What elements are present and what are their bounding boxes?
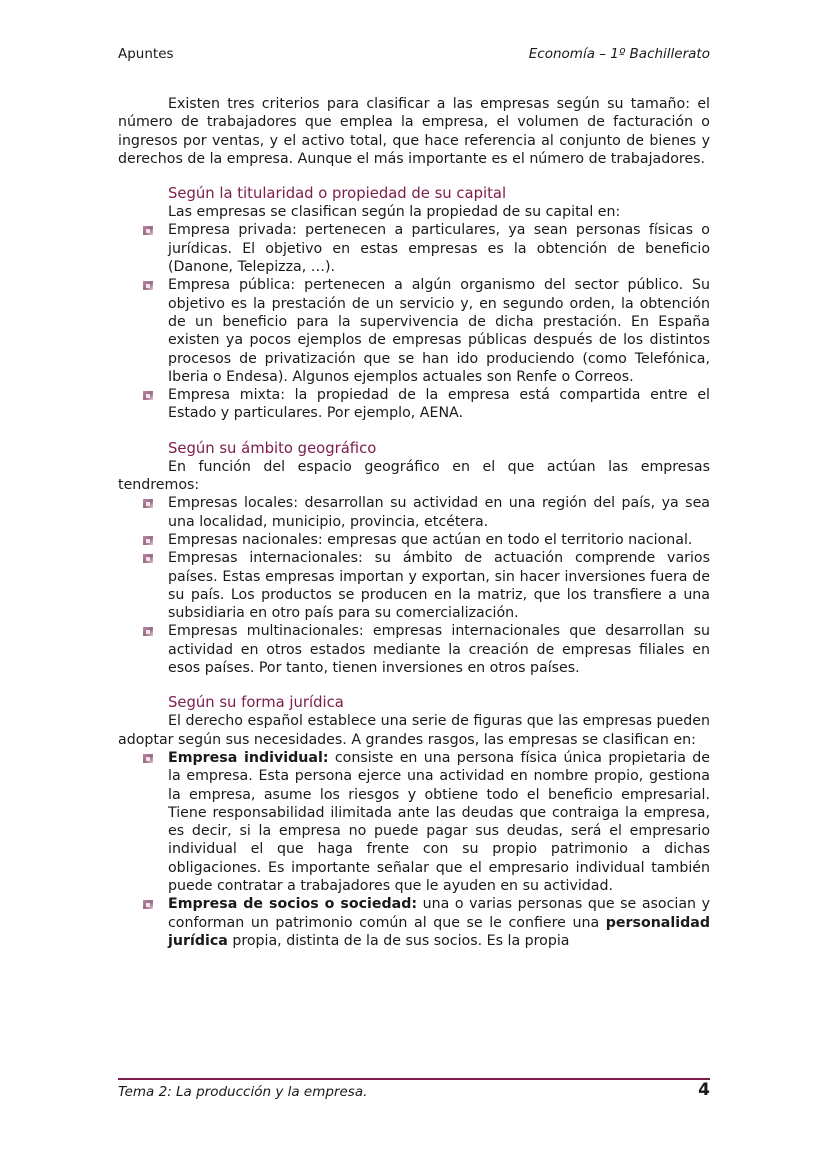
- list-item-text: Empresas multinacionales: empresas internacionales que desarrollan su actividad en otros estados mediante la creación de empresas filiales en esos países. Por tanto, tienen inversiones en otros países.: [168, 623, 710, 677]
- list-item: [168, 494, 710, 531]
- page-content: [118, 95, 710, 950]
- square-bullet-icon: [143, 226, 153, 235]
- list-item: [168, 386, 710, 423]
- section-ambito: [118, 439, 710, 678]
- square-bullet-icon: [143, 554, 153, 563]
- section-title: Según su ámbito geográfico: [168, 439, 377, 457]
- section-forma-juridica: [118, 693, 710, 950]
- square-bullet-icon: [143, 627, 153, 636]
- section-title: Según su forma jurídica: [168, 694, 344, 712]
- header-left: Apuntes: [118, 46, 174, 62]
- header-right: Economía – 1º Bachillerato: [528, 46, 710, 62]
- list-item-text: Empresa mixta: la propiedad de la empresa está compartida entre el Estado y particulares. Por ejemplo, AENA.: [168, 387, 710, 422]
- list-item: [168, 749, 710, 895]
- list-item-term: Empresa de socios o sociedad:: [168, 896, 418, 913]
- list-item-text: Empresas locales: desarrollan su actividad en una región del país, ya sea una localidad, municipio, provincia, etcétera.: [168, 495, 710, 530]
- section-title: Según la titularidad o propiedad de su capital: [168, 185, 507, 203]
- list-item-text: consiste en una persona física única propietaria de la empresa. Esta persona ejerce una actividad en nombre propio, gestiona la empresa, asume los riesgos y obtiene todo el beneficio empresarial. Tiene responsabilidad ilimitada ante las deudas que contraiga la empresa, es decir, si la empresa no puede pagar sus deudas, será el empresario individual el que haga frente con su propio patrimonio a dichas obligaciones. Es importante señalar que el empresario individual también puede contratar a trabajadores que le ayuden en su actividad.: [168, 749, 710, 894]
- list-item-text: una o varias personas que se asocian y conforman un patrimonio común al que se le confiere una: [168, 896, 710, 931]
- footer-divider: [118, 1078, 710, 1080]
- list-item-text: Empresas internacionales: su ámbito de actuación comprende varios países. Estas empresas importan y exportan, sin hacer inversiones fuera de su país. Los productos se producen en la matriz, que los transfiere a una subsidiaria en otro país para su comercialización.: [168, 550, 710, 622]
- list-item-text: Empresas nacionales: empresas que actúan en todo el territorio nacional.: [168, 531, 693, 548]
- footer-chapter: Tema 2: La producción y la empresa.: [118, 1084, 368, 1100]
- square-bullet-icon: [143, 754, 153, 763]
- square-bullet-icon: [143, 536, 153, 545]
- square-bullet-icon: [143, 900, 153, 909]
- list-item-text: Empresa pública: pertenecen a algún organismo del sector público. Su objetivo es la prestación de un servicio y, en segundo orden, la obtención de un beneficio para la supervivencia de dicha prestación. En España existen ya pocos ejemplos de empresas públicas después de los distintos procesos de privatización que se han ido produciendo (como Telefónica, Iberia o Endesa). Algunos ejemplos actuales son Renfe o Correos.: [168, 277, 710, 385]
- square-bullet-icon: [143, 281, 153, 290]
- page-header: [118, 46, 710, 66]
- list-item-term-inline: personalidad jurídica: [168, 914, 710, 949]
- bullet-list: [118, 221, 710, 422]
- section-titularidad: [118, 184, 710, 423]
- square-bullet-icon: [143, 499, 153, 508]
- list-item-text: Empresa privada: pertenecen a particulares, ya sean personas físicas o jurídicas. El objetivo en estas empresas es la obtención de beneficio (Danone, Telepizza, …).: [168, 222, 710, 276]
- list-item: [168, 622, 710, 677]
- page-number: 4: [698, 1080, 710, 1100]
- list-item: [168, 276, 710, 386]
- list-item: [168, 531, 710, 549]
- square-bullet-icon: [143, 391, 153, 400]
- section-intro: El derecho español establece una serie de figuras que las empresas pueden adoptar según sus necesidades. A grandes rasgos, las empresas se clasifican en:: [118, 713, 710, 748]
- section-intro: Las empresas se clasifican según la propiedad de su capital en:: [168, 204, 621, 221]
- list-item: [168, 549, 710, 622]
- bullet-list: [118, 494, 710, 677]
- bullet-list: [118, 749, 710, 950]
- intro-paragraph: Existen tres criterios para clasificar a las empresas según su tamaño: el número de trabajadores que emplea la empresa, el volumen de facturación o ingresos por ventas, y el activo total, que hace referencia al conjunto de bienes y derechos de la empresa. Aunque el más importante es el número de trabajadores.: [118, 96, 710, 167]
- list-item-text-continued: propia, distinta de la de sus socios. Es la propia: [227, 932, 570, 949]
- list-item: [168, 221, 710, 276]
- section-intro: En función del espacio geográfico en el que actúan las empresas tendremos:: [118, 458, 710, 494]
- list-item-term: Empresa individual:: [168, 749, 329, 766]
- list-item: [168, 895, 710, 950]
